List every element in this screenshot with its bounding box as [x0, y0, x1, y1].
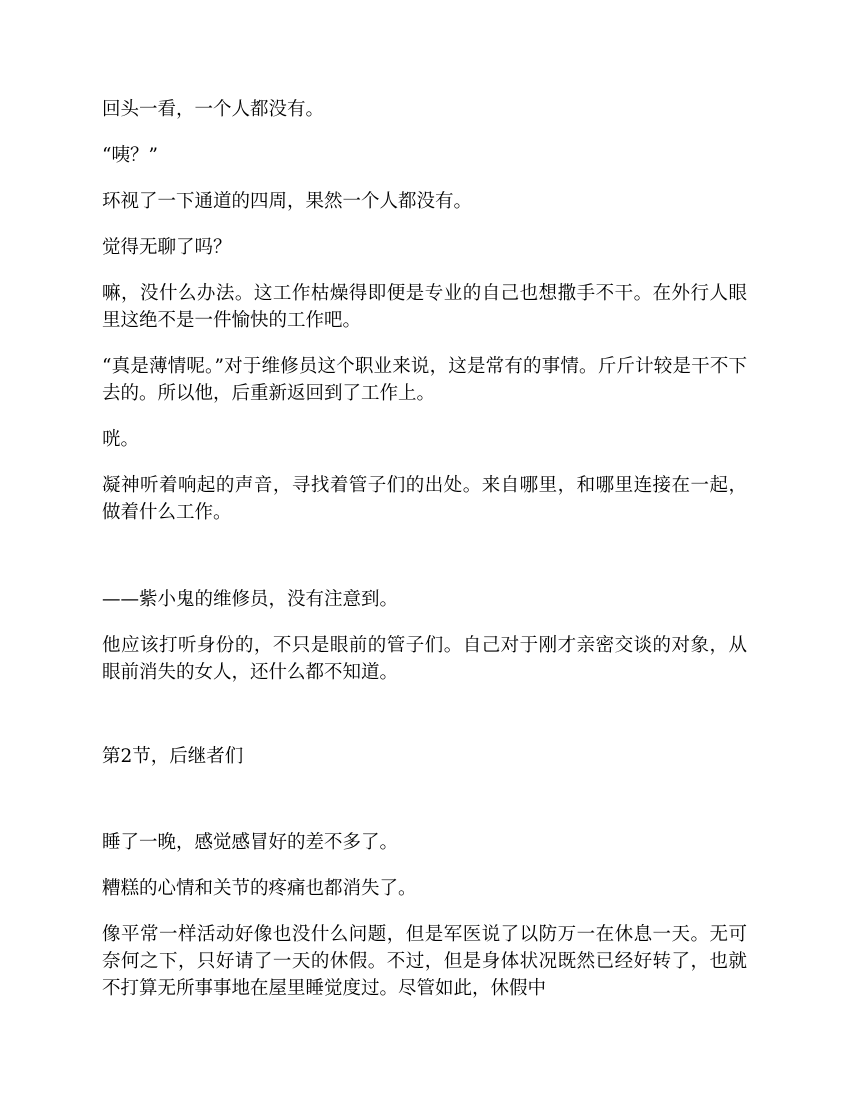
paragraph: “真是薄情呢。”对于维修员这个职业来说，这是常有的事情。斤斤计较是干不下去的。所以他，后重新返回到了工作上。 — [102, 356, 747, 404]
paragraph: 环视了一下通道的四周，果然一个人都没有。 — [102, 191, 473, 212]
paragraph: 糟糕的心情和关节的疼痛也都消失了。 — [102, 878, 417, 899]
document-page — [102, 96, 747, 1021]
paragraph: 回头一看，一个人都没有。 — [102, 99, 325, 120]
section-spacer — [102, 705, 747, 743]
paragraph: 凝神听着响起的声音，寻找着管子们的出处。来自哪里，和哪里连接在一起，做着什么工作。 — [102, 475, 747, 523]
paragraph: 他应该打听身份的，不只是眼前的管子们。自己对于刚才亲密交谈的对象，从眼前消失的女人，还什么都不知道。 — [102, 635, 747, 683]
paragraph: 睡了一晚，感觉感冒好的差不多了。 — [102, 832, 399, 853]
paragraph: “咦？” — [102, 145, 158, 166]
section-heading: 第2节，后继者们 — [102, 746, 244, 767]
section-spacer — [102, 545, 747, 586]
paragraph: 像平常一样活动好像也没什么问题，但是军医说了以防万一在休息一天。无可奈何之下，只好请了一天的休假。不过，但是身体状况既然已经好转了，也就不打算无所事事地在屋里睡觉度过。尽管如此，休假中 — [102, 924, 747, 999]
paragraph: 咣。 — [102, 429, 140, 450]
paragraph: 嘛，没什么办法。这工作枯燥得即便是专业的自己也想撒手不干。在外行人眼里这绝不是一件愉快的工作吧。 — [102, 283, 747, 331]
section-spacer — [102, 789, 747, 829]
paragraph: ——紫小鬼的维修员，没有注意到。 — [102, 589, 399, 610]
paragraph: 觉得无聊了吗？ — [102, 237, 232, 258]
